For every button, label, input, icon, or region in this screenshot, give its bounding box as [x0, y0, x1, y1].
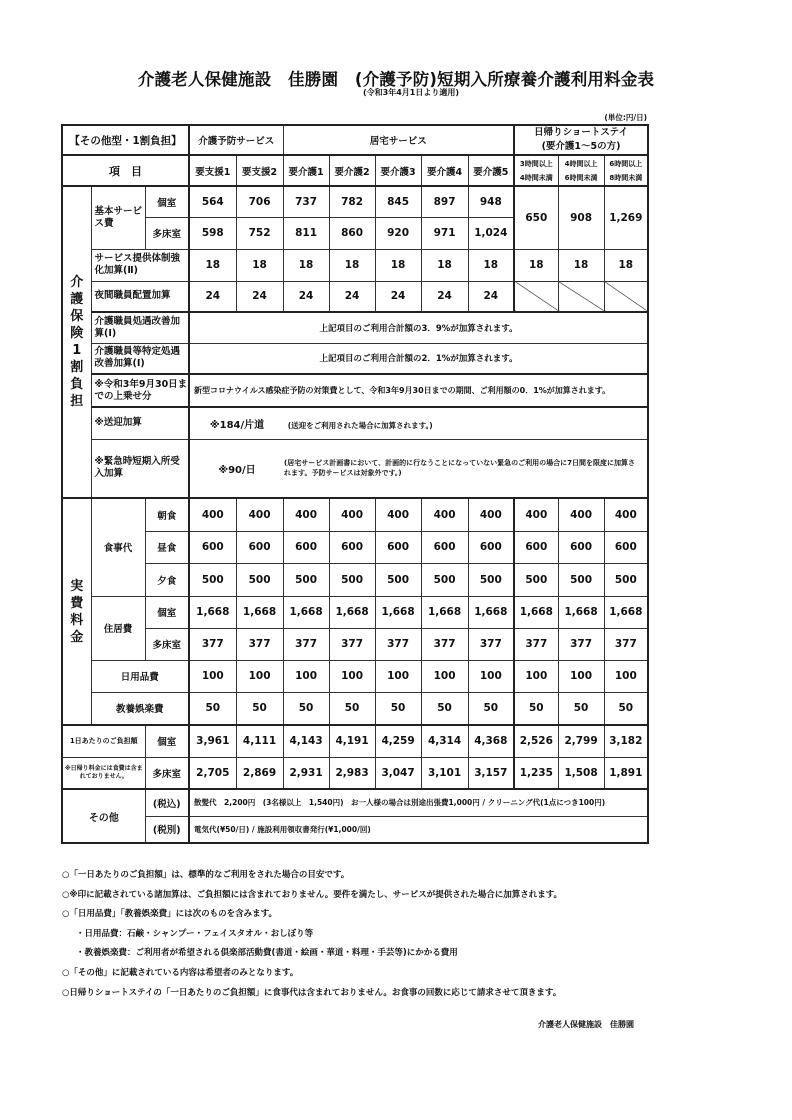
- value-cell: 1,269: [604, 186, 648, 249]
- value-cell: 948: [468, 186, 514, 217]
- table-row-recreation: [62, 692, 648, 725]
- insurance-section-text: [63, 274, 91, 410]
- not-applicable-cell: [514, 281, 558, 312]
- value-cell: 971: [421, 217, 468, 249]
- table-row-covid: [62, 374, 648, 407]
- value-cell: 18: [468, 249, 514, 281]
- col-day-6to8-line1: 6時間以上: [609, 159, 643, 168]
- value-cell: 600: [375, 531, 421, 563]
- value-cell: 50: [329, 692, 375, 725]
- specific-improve-label: 介護職員等特定処遇改善加算(Ⅰ): [91, 343, 189, 374]
- table-row-emergency: [62, 439, 648, 498]
- value-cell: 1,668: [329, 596, 375, 628]
- value-cell: 600: [468, 531, 514, 563]
- specific-improve-text: 上記項目のご利用合計額の2．1%が加算されます。: [189, 343, 648, 374]
- total-multi-label: 多床室: [145, 757, 189, 789]
- value-cell: 400: [236, 498, 283, 531]
- housing-multi-label: 多床室: [145, 628, 189, 660]
- col-care3: 要介護3: [375, 155, 421, 186]
- value-cell: 24: [189, 281, 236, 312]
- value-cell: 3,101: [421, 757, 468, 789]
- col-day-6to8: [604, 155, 648, 186]
- vertical-char: 金: [70, 629, 84, 645]
- value-cell: 18: [189, 249, 236, 281]
- total-label: 1日あたりのご負担額: [62, 725, 145, 757]
- value-cell: 400: [329, 498, 375, 531]
- value-cell: 50: [604, 692, 648, 725]
- value-cell: 600: [189, 531, 236, 563]
- value-cell: 50: [421, 692, 468, 725]
- table-row-housing-multi: [62, 628, 648, 660]
- table-row-service-enhance: [62, 249, 648, 281]
- value-cell: 377: [375, 628, 421, 660]
- vertical-char: 料: [70, 612, 84, 628]
- value-cell: 100: [604, 660, 648, 692]
- covid-label: ※令和3年9月30日までの上乗せ分: [91, 374, 189, 407]
- table-row-transport: [62, 407, 648, 439]
- value-cell: 400: [421, 498, 468, 531]
- value-cell: 3,182: [604, 725, 648, 757]
- actual-section-label: [62, 498, 91, 725]
- value-cell: 50: [468, 692, 514, 725]
- value-cell: 50: [283, 692, 329, 725]
- note-item: ○「その他」に記載されている内容は希望者のみとなります。: [62, 967, 299, 978]
- value-cell: 1,668: [421, 596, 468, 628]
- tax-in-text: 散髪代 2,200円 (3名様以上 1,540円) お一人様の場合は別途出張費1,000円 / クリーニング代(1点につき100円): [189, 789, 648, 816]
- value-cell: 2,931: [283, 757, 329, 789]
- value-cell: 4,143: [283, 725, 329, 757]
- emergency-label: ※緊急時短期入所受入加算: [91, 439, 189, 498]
- value-cell: 600: [329, 531, 375, 563]
- effective-date: (令和3年4月1日より適用): [362, 88, 459, 97]
- vertical-char: 険: [70, 326, 84, 341]
- item-label: 項 目: [62, 155, 189, 186]
- group-home: 居宅サービス: [283, 125, 514, 155]
- value-cell: 400: [189, 498, 236, 531]
- category-label: 【その他型・1割負担】: [62, 125, 189, 155]
- value-cell: 100: [236, 660, 283, 692]
- treatment-improve-label: 介護職員処遇改善加算(Ⅰ): [91, 312, 189, 343]
- value-cell: 600: [514, 531, 558, 563]
- value-cell: 50: [189, 692, 236, 725]
- col-day-4to6-line2: 6時間未満: [564, 173, 598, 182]
- emergency-note: (居宅サービス計画書において、計画的に行なうことになっていない緊急のご利用の場合に7日間を限度に加算されます。予防サービスは対象外です。): [284, 459, 635, 478]
- value-cell: 18: [375, 249, 421, 281]
- vertical-char: 担: [70, 394, 84, 409]
- value-cell: 3,961: [189, 725, 236, 757]
- transport-value: ※184/片道: [209, 419, 265, 431]
- transport-detail: [189, 407, 648, 439]
- value-cell: 18: [329, 249, 375, 281]
- value-cell: 2,705: [189, 757, 236, 789]
- value-cell: 100: [421, 660, 468, 692]
- note-item: ○「一日あたりのご負担額」は、標準的なご利用をされた場合の目安です。: [62, 870, 350, 880]
- value-cell: 1,668: [375, 596, 421, 628]
- value-cell: 24: [329, 281, 375, 312]
- value-cell: 100: [514, 660, 558, 692]
- vertical-char: 保: [70, 309, 84, 324]
- value-cell: 400: [375, 498, 421, 531]
- not-applicable-cell: [558, 281, 604, 312]
- value-cell: 600: [236, 531, 283, 563]
- group-dayreturn: 日帰りショートステイ (要介護1～5の方): [514, 125, 648, 155]
- value-cell: 598: [189, 217, 236, 249]
- value-cell: 400: [558, 498, 604, 531]
- basic-multi-label: 多床室: [145, 217, 189, 249]
- header-row-columns: [62, 155, 648, 186]
- value-cell: 1,668: [604, 596, 648, 628]
- table-row-other-taxex: [62, 816, 648, 843]
- facility-name: 介護老人保健施設 佳勝園: [538, 1020, 634, 1029]
- total-private-label: 個室: [145, 725, 189, 757]
- notes-list: [62, 866, 562, 1003]
- value-cell: 18: [283, 249, 329, 281]
- value-cell: 1,508: [558, 757, 604, 789]
- value-cell: 500: [421, 563, 468, 596]
- value-cell: 500: [375, 563, 421, 596]
- insurance-section-label: [62, 186, 91, 498]
- value-cell: 377: [558, 628, 604, 660]
- value-cell: 100: [468, 660, 514, 692]
- value-cell: 908: [558, 186, 604, 249]
- value-cell: 500: [329, 563, 375, 596]
- table-row-night-staff: [62, 281, 648, 312]
- housing-label: 住居費: [91, 596, 145, 660]
- value-cell: 737: [283, 186, 329, 217]
- value-cell: 400: [468, 498, 514, 531]
- value-cell: 50: [514, 692, 558, 725]
- value-cell: 1,668: [468, 596, 514, 628]
- value-cell: 24: [236, 281, 283, 312]
- transport-label: ※送迎加算: [91, 407, 189, 439]
- table-row-treatment-improve: [62, 312, 648, 343]
- table-row-dinner: [62, 563, 648, 596]
- value-cell: 400: [604, 498, 648, 531]
- col-care4: 要介護4: [421, 155, 468, 186]
- table-row-daily-goods: [62, 660, 648, 692]
- value-cell: 4,368: [468, 725, 514, 757]
- header-row-groups: [62, 125, 648, 155]
- vertical-char: 費: [70, 595, 84, 611]
- value-cell: 500: [514, 563, 558, 596]
- value-cell: 1,024: [468, 217, 514, 249]
- value-cell: 3,157: [468, 757, 514, 789]
- value-cell: 4,314: [421, 725, 468, 757]
- value-cell: 377: [468, 628, 514, 660]
- value-cell: 811: [283, 217, 329, 249]
- treatment-improve-text: 上記項目のご利用合計額の3．9%が加算されます。: [189, 312, 648, 343]
- value-cell: 564: [189, 186, 236, 217]
- value-cell: 920: [375, 217, 421, 249]
- value-cell: 100: [283, 660, 329, 692]
- value-cell: 600: [604, 531, 648, 563]
- vertical-char: 1: [72, 343, 82, 358]
- emergency-value: ※90/日: [218, 464, 256, 476]
- tax-ex-label: (税別): [145, 816, 189, 843]
- table-row-specific-improve: [62, 343, 648, 374]
- table-row-lunch: [62, 531, 648, 563]
- value-cell: 18: [604, 249, 648, 281]
- note-subitem: ・日用品費：石鹸・シャンプー・フェイスタオル・おしぼり等: [76, 928, 314, 939]
- value-cell: 18: [514, 249, 558, 281]
- tax-ex-text: 電気代(¥50/日) / 施設利用領収書発行(¥1,000/回): [189, 816, 648, 843]
- col-day-4to6: [558, 155, 604, 186]
- value-cell: 100: [558, 660, 604, 692]
- value-cell: 4,191: [329, 725, 375, 757]
- value-cell: 600: [421, 531, 468, 563]
- value-cell: 377: [514, 628, 558, 660]
- daily-goods-label: 日用品費: [91, 660, 189, 692]
- vertical-char: 負: [70, 377, 84, 392]
- value-cell: 500: [604, 563, 648, 596]
- value-cell: 500: [189, 563, 236, 596]
- col-support1: 要支援1: [189, 155, 236, 186]
- col-support2: 要支援2: [236, 155, 283, 186]
- housing-private-label: 個室: [145, 596, 189, 628]
- value-cell: 400: [283, 498, 329, 531]
- value-cell: 1,235: [514, 757, 558, 789]
- value-cell: 500: [558, 563, 604, 596]
- value-cell: 860: [329, 217, 375, 249]
- value-cell: 897: [421, 186, 468, 217]
- value-cell: 845: [375, 186, 421, 217]
- value-cell: 500: [283, 563, 329, 596]
- table-row-basic-private: [62, 186, 648, 217]
- meals-label: 食事代: [91, 498, 145, 596]
- breakfast-label: 朝食: [145, 498, 189, 531]
- value-cell: 1,668: [236, 596, 283, 628]
- value-cell: 2,869: [236, 757, 283, 789]
- value-cell: 2,526: [514, 725, 558, 757]
- table-row-housing-private: [62, 596, 648, 628]
- value-cell: 752: [236, 217, 283, 249]
- not-applicable-cell: [604, 281, 648, 312]
- value-cell: 1,668: [558, 596, 604, 628]
- basic-service-label: 基本サービス費: [91, 186, 145, 249]
- value-cell: 1,891: [604, 757, 648, 789]
- note-item: ○※印に記載されている諸加算は、ご負担額には含まれておりません。要件を満たし、サービスが提供された場合に加算されます。: [62, 889, 563, 900]
- table-row-total-private: [62, 725, 648, 757]
- value-cell: 377: [236, 628, 283, 660]
- value-cell: 650: [514, 186, 558, 249]
- value-cell: 2,799: [558, 725, 604, 757]
- value-cell: 3,047: [375, 757, 421, 789]
- value-cell: 4,259: [375, 725, 421, 757]
- value-cell: 50: [375, 692, 421, 725]
- covid-text: 新型コロナウイルス感染症予防の対策費として、令和3年9月30日までの期間、ご利用額の0．1%が加算されます。: [189, 374, 648, 407]
- value-cell: 600: [558, 531, 604, 563]
- col-day-3to4-line1: 3時間以上: [519, 159, 553, 168]
- recreation-label: 教養娯楽費: [91, 692, 189, 725]
- night-staff-label: 夜間職員配置加算: [91, 281, 189, 312]
- value-cell: 100: [375, 660, 421, 692]
- group-preventive: 介護予防サービス: [189, 125, 283, 155]
- col-day-3to4: [514, 155, 558, 186]
- value-cell: 18: [421, 249, 468, 281]
- lunch-label: 昼食: [145, 531, 189, 563]
- value-cell: 24: [375, 281, 421, 312]
- basic-private-label: 個室: [145, 186, 189, 217]
- value-cell: 377: [604, 628, 648, 660]
- page-title: 介護老人保健施設 佳勝園 (介護予防)短期入所療養介護利用料金表: [137, 70, 655, 89]
- value-cell: 50: [558, 692, 604, 725]
- unit-label: (単位:円/日): [604, 113, 647, 122]
- transport-note: (送迎をご利用された場合に加算されます。): [287, 420, 433, 430]
- note-item: ○「日用品費」「教養娯楽費」には次のものを含みます。: [62, 909, 277, 920]
- value-cell: 600: [283, 531, 329, 563]
- col-care2: 要介護2: [329, 155, 375, 186]
- tax-in-label: (税込): [145, 789, 189, 816]
- other-label: その他: [62, 789, 145, 843]
- actual-section-text: [63, 578, 91, 646]
- value-cell: 1,668: [189, 596, 236, 628]
- total-note: ※日帰り料金には食費は含まれておりません。: [62, 757, 145, 789]
- table-row-total-multi: [62, 757, 648, 789]
- note-subitem: ・教養娯楽費：ご利用者が希望される倶楽部活動費(書道・絵画・華道・料理・手芸等)にかかる費用: [76, 948, 458, 959]
- value-cell: 100: [329, 660, 375, 692]
- value-cell: 400: [514, 498, 558, 531]
- table-row-breakfast: [62, 498, 648, 531]
- value-cell: 500: [236, 563, 283, 596]
- value-cell: 377: [421, 628, 468, 660]
- value-cell: 24: [421, 281, 468, 312]
- value-cell: 18: [558, 249, 604, 281]
- value-cell: 377: [329, 628, 375, 660]
- value-cell: 377: [283, 628, 329, 660]
- vertical-char: 介: [70, 275, 84, 290]
- value-cell: 500: [468, 563, 514, 596]
- note-item: ○日帰りショートステイの「一日あたりのご負担額」に食事代は含まれておりません。お食事の回数に応じて請求させて頂きます。: [62, 987, 562, 998]
- col-day-4to6-line1: 4時間以上: [564, 159, 598, 168]
- value-cell: 24: [283, 281, 329, 312]
- emergency-detail: [189, 439, 648, 498]
- value-cell: 377: [189, 628, 236, 660]
- fee-table: [61, 124, 649, 844]
- value-cell: 782: [329, 186, 375, 217]
- vertical-char: 護: [70, 292, 84, 307]
- value-cell: 1,668: [283, 596, 329, 628]
- value-cell: 1,668: [514, 596, 558, 628]
- vertical-char: 実: [70, 578, 84, 594]
- col-day-6to8-line2: 8時間未満: [609, 173, 643, 182]
- value-cell: 50: [236, 692, 283, 725]
- col-care5: 要介護5: [468, 155, 514, 186]
- value-cell: 706: [236, 186, 283, 217]
- vertical-char: 割: [70, 360, 84, 375]
- value-cell: 100: [189, 660, 236, 692]
- table-row-other-taxin: [62, 789, 648, 816]
- service-enhance-label: サービス提供体制強化加算(Ⅱ): [91, 249, 189, 281]
- dinner-label: 夕食: [145, 563, 189, 596]
- value-cell: 2,983: [329, 757, 375, 789]
- col-day-3to4-line2: 4時間未満: [519, 173, 553, 182]
- col-care1: 要介護1: [283, 155, 329, 186]
- value-cell: 24: [468, 281, 514, 312]
- value-cell: 4,111: [236, 725, 283, 757]
- value-cell: 18: [236, 249, 283, 281]
